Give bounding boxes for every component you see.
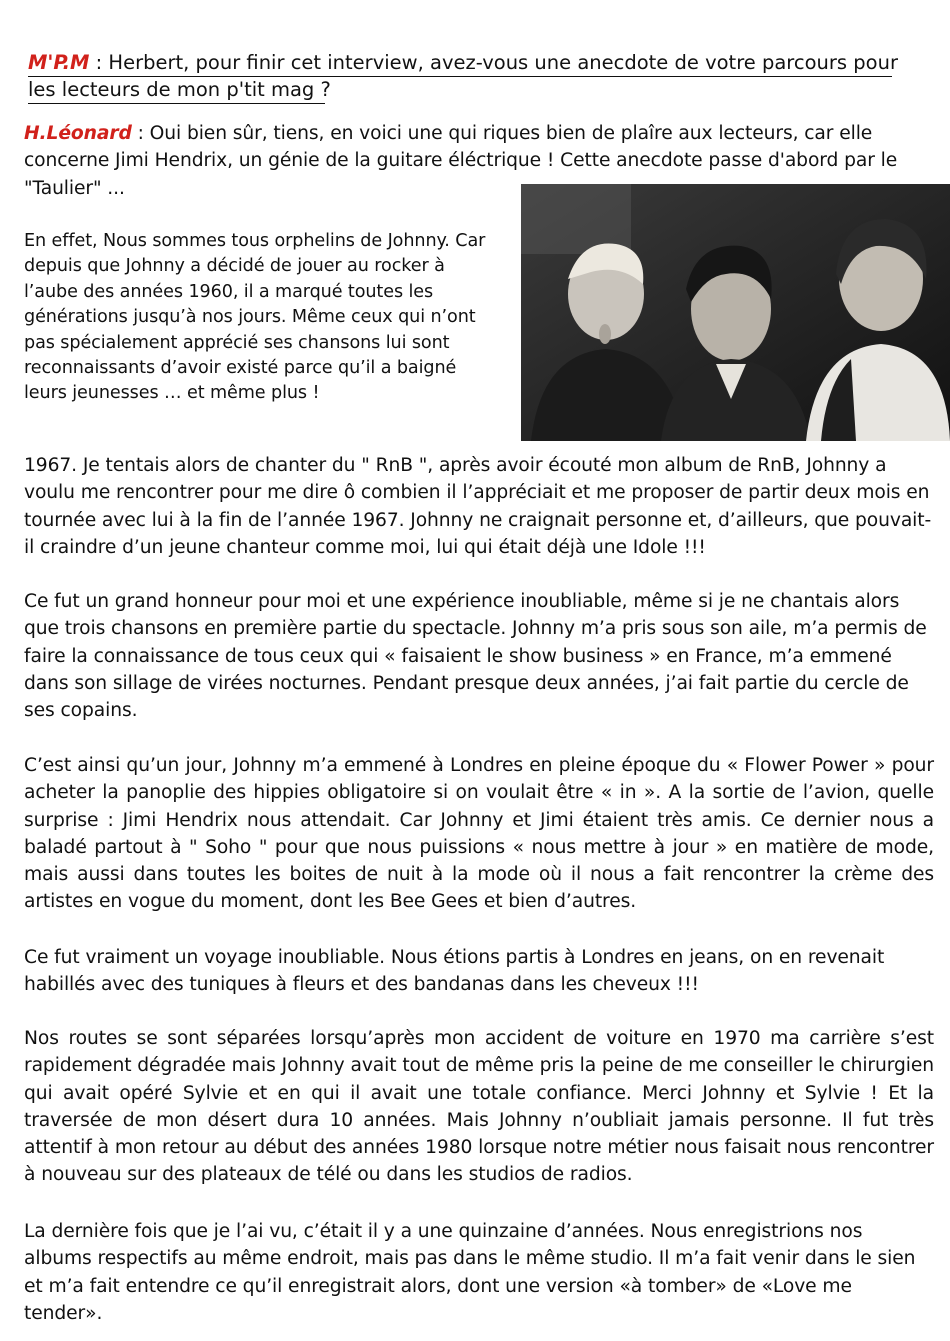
answer-intro-text: : Oui bien sûr, tiens, en voici une qui riques bien de plaîre aux lecteurs, car elle concerne Jimi Hendrix, un génie de la guitare éléctrique ! Cette anecdote passe d'abord par le "Taulier" ... bbox=[24, 123, 898, 199]
paragraph-1: En effet, Nous sommes tous orphelins de Johnny. Car depuis que Johnny a décidé de jouer au rocker à l’aube des années 1960, il a marqué toutes les générations jusqu’à nos jours. Même ceux qui n’ont pas spécialement apprécié ses chansons lui sont reconnaissants d’avoir existé parce qu’il a baigné leurs jeunesses … et même plus ! bbox=[24, 231, 486, 404]
photo-illustration bbox=[521, 184, 950, 441]
question-speaker: M'P.M bbox=[28, 51, 90, 74]
paragraph-3: Ce fut un grand honneur pour moi et une expérience inoubliable, même si je ne chantais alors que trois chansons en première partie du spectacle. Johnny m’a pris sous son aile, m’a permis de faire la connaissance de tous ceux qui « faisaient le show business » en France, m’a emmené dans son sillage de virées nocturnes. Pendant presque deux années, j’ai fait partie du cercle de ses copains. bbox=[24, 591, 927, 722]
question-line-1 bbox=[28, 50, 898, 77]
question-text-2: les lecteurs de mon p'tit mag ? bbox=[28, 78, 331, 101]
question-text-1: : Herbert, pour finir cet interview, avez-vous une anecdote de votre parcours pour bbox=[89, 51, 898, 74]
paragraph-4: C’est ainsi qu’un jour, Johnny m’a emmené à Londres en pleine époque du « Flower Power » pour acheter la panoplie des hippies obligatoire si on voulait être « in ». A la sortie de l’avion, quelle surprise : Jimi Hendrix nous attendait. Car Johnny et Jimi étaient très amis. Ce dernier nous a baladé partout à " Soho " pour que nous puissions « nous mettre à jour » en matière de mode, mais aussi dans toutes les boites de nuit à la mode où il nous a fait rencontrer la crème des artistes en vogue du moment, dont les Bee Gees et bien d’autres. bbox=[24, 755, 934, 913]
paragraph-2: 1967. Je tentais alors de chanter du " RnB ", après avoir écouté mon album de RnB, Johnny a voulu me rencontrer pour me dire ô combien il l’appréciait et me proposer de partir deux mois en tournée avec lui à la fin de l’année 1967. Johnny ne craignait personne et, d’ailleurs, que pouvait-il craindre d’un jeune chanteur comme moi, lui qui était déjà une Idole !!! bbox=[24, 455, 932, 558]
paragraph-6: Nos routes se sont séparées lorsqu’après mon accident de voiture en 1970 ma carrière s’est rapidement dégradée mais Johnny avait tout de même pris la peine de me conseiller le chirurgien qui avait opéré Sylvie et en qui il avait une totale confiance. Merci Johnny et Sylvie ! Et la traversée de mon désert dura 10 années. Mais Johnny n’oubliait jamais personne. Il fut très attentif à mon retour au début des années 1980 lorsque notre métier nous faisait nous rencontrer à nouveau sur des plateaux de télé ou dans les studios de radios. bbox=[24, 1028, 934, 1186]
paragraph-7: La dernière fois que je l’ai vu, c’était il y a une quinzaine d’années. Nous enregistrions nos albums respectifs au même endroit, mais pas dans le même studio. Il m’a fait venir dans le sien et m’a fait entendre ce qu’il enregistrait alors, dont une version «à tomber» de «Love me tender». bbox=[24, 1221, 916, 1324]
paragraph-5: Ce fut vraiment un voyage inoubliable. Nous étions partis à Londres en jeans, on en revenait habillés avec des tuniques à fleurs et des bandanas dans les cheveux !!! bbox=[24, 947, 885, 996]
question-line-2 bbox=[28, 77, 331, 104]
answer-speaker: H.Léonard bbox=[24, 123, 132, 144]
archival-photo bbox=[521, 184, 950, 441]
